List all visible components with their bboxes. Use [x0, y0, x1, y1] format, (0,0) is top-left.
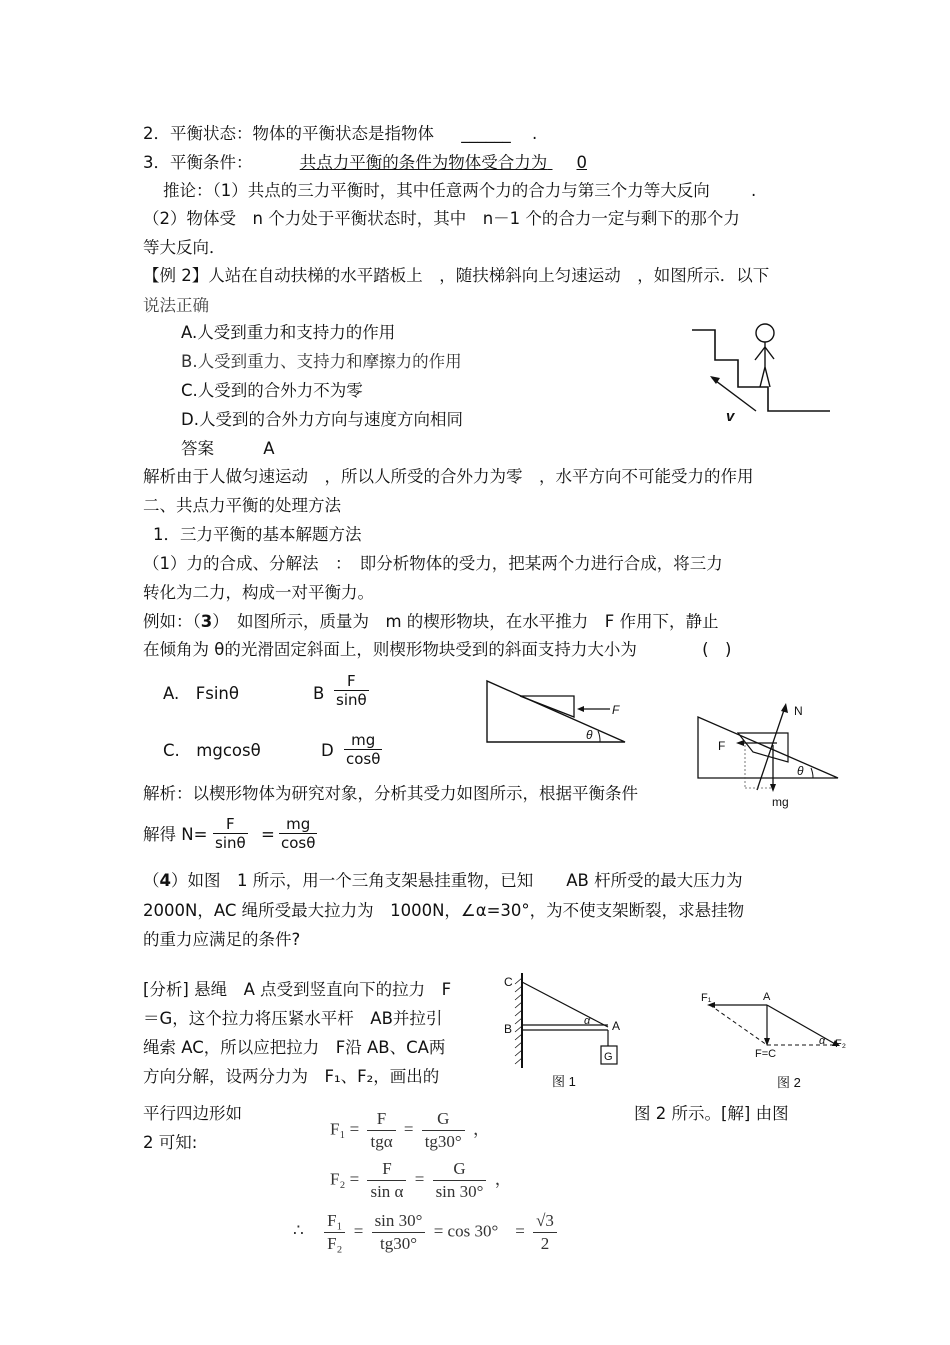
parallelogram-figure-2 — [697, 985, 852, 1095]
formula-F1 — [330, 1108, 490, 1153]
line-example-2b: 说法正确 — [143, 296, 209, 315]
theta-label: θ — [586, 728, 593, 742]
corollary-1-text: 推论：（1）共点的三力平衡时，其中任意两个力的合力与第三个力等大反向 — [163, 181, 710, 200]
push-force-label: F — [718, 739, 726, 753]
f3-eq1: = — [353, 1221, 364, 1241]
formula-F2 — [330, 1158, 512, 1203]
f2-eq: = — [414, 1169, 425, 1189]
f2-d2: sin 30° — [433, 1180, 487, 1203]
person-head — [756, 324, 774, 342]
label-B: B — [504, 1022, 513, 1036]
answer-blank: ( ) — [702, 640, 732, 659]
solve-f2-den: cosθ — [281, 834, 316, 852]
f3-d0: F₂ — [324, 1232, 345, 1255]
rope-AC — [522, 982, 608, 1027]
choice-b-label: B — [313, 684, 325, 703]
solve-fraction-1 — [213, 815, 248, 852]
option-d: D.人受到的合外力方向与速度方向相同 — [181, 410, 463, 429]
fig1-caption: 图 1 — [552, 1074, 576, 1089]
f1-eq: = — [403, 1119, 414, 1139]
line-analysis-4f: 图 2 所示。[解] 由图 — [634, 1104, 789, 1123]
line-analysis-4a: [分析] 悬绳 A 点受到竖直向下的拉力 F — [143, 980, 452, 999]
f1-frac-2 — [422, 1108, 465, 1153]
line-analysis-4b: ＝G，这个拉力将压紧水平杆 AB并拉引 — [143, 1009, 443, 1028]
solve-equals: = — [261, 825, 275, 844]
velocity-label: v — [726, 408, 735, 425]
f3-d1: tg30° — [372, 1232, 426, 1255]
label-A2: A — [763, 991, 771, 1003]
f2-frac-1 — [367, 1158, 406, 1203]
f1-d1: tgα — [367, 1130, 395, 1153]
line-analysis-4e: 平行四边形如 — [143, 1104, 242, 1123]
problem-4-number: 4 — [159, 871, 171, 890]
choice-d-fraction — [344, 731, 382, 768]
escalator-figure — [690, 315, 835, 425]
f3-n2: √3 — [536, 1211, 554, 1230]
solve-fraction-2 — [279, 815, 317, 852]
condition-text — [268, 153, 587, 172]
choice-d-label: D — [321, 741, 334, 760]
f1-tail: ， — [472, 1119, 490, 1139]
label-FC: F=C — [755, 1048, 777, 1060]
theta-label-2: θ — [797, 764, 804, 778]
line-problem-4b: 2000N，AC 绳所受最大拉力为 1000N，∠α=30°，为不使支架断裂，求悬挂物 — [143, 901, 745, 920]
choice-b-fraction — [334, 672, 369, 709]
normal-force-label: N — [794, 704, 803, 718]
f2-n1: F — [382, 1159, 392, 1178]
wedge-figure-2 — [693, 700, 843, 810]
line-corollary-2b: 等大反向． — [143, 238, 226, 257]
choice-b-den: sinθ — [336, 691, 367, 709]
dash-1 — [710, 1005, 767, 1045]
f1-lhs: F₁ = — [330, 1119, 360, 1139]
vector-F2 — [767, 1005, 837, 1045]
label-alpha2: α — [819, 1035, 826, 1047]
period: . — [532, 124, 538, 143]
option-b: B.人受到重力、支持力和摩擦力的作用 — [181, 352, 462, 371]
bracket-figure-1 — [500, 968, 640, 1093]
label-F2: F₂ — [835, 1038, 846, 1050]
f2-tail: ， — [494, 1169, 512, 1189]
f3-frac-2 — [533, 1210, 557, 1255]
choice-a: A. Fsinθ — [163, 684, 239, 703]
problem-4-text: ）如图 1 所示，用一个三角支架悬挂重物，已知 AB 杆所受的最大压力为 — [170, 871, 743, 890]
f3-d2: 2 — [533, 1232, 557, 1255]
f3-frac-0 — [324, 1210, 345, 1255]
answer-label: 答案 — [181, 439, 214, 458]
label-F1: F₁ — [701, 992, 712, 1004]
line-analysis-4g: 2 可知: — [143, 1133, 198, 1152]
f2-lhs: F₂ = — [330, 1169, 360, 1189]
f3-n1: sin 30° — [374, 1211, 423, 1230]
f2-frac-2 — [433, 1158, 487, 1203]
balance-state-text: 2．平衡状态：物体的平衡状态是指物体 — [143, 124, 434, 143]
line-balance-condition — [143, 153, 587, 173]
wedge-block — [520, 696, 574, 717]
formula-ratio — [293, 1210, 561, 1255]
escalator-steps — [692, 330, 830, 411]
condition-body: 共点力平衡的条件为物体受合力为 — [299, 153, 548, 172]
label-A: A — [612, 1019, 621, 1033]
solve-label: 解得 N= — [143, 825, 208, 844]
solve-f2-num: mg — [286, 815, 311, 833]
solve-f1-num: F — [226, 815, 235, 833]
force-F-label: F — [612, 703, 620, 717]
problem-4-open: （ — [143, 871, 160, 890]
example-3-prefix: 例如：（ — [143, 612, 201, 631]
example-3-number: 3 — [200, 612, 213, 631]
answer-line — [181, 439, 275, 459]
line-analysis-1: 解析由于人做匀速运动 ，所以人所受的合外力为零 ，水平方向不可能受力的作用 — [143, 467, 754, 486]
line-analysis-4d: 方向分解，设两分力为 F₁、F₂，画出的 — [143, 1067, 440, 1086]
f3-eq2: = cos 30° = — [433, 1221, 525, 1241]
line-problem-4 — [143, 871, 743, 891]
line-analysis-2: 解析：以楔形物体为研究对象，分析其受力如图所示，根据平衡条件 — [143, 784, 638, 803]
f3-frac-1 — [372, 1210, 426, 1255]
f3-therefore: ∴ — [293, 1221, 304, 1241]
f3-n0: F₁ — [327, 1211, 343, 1230]
f2-d1: sin α — [367, 1180, 406, 1203]
option-a: A.人受到重力和支持力的作用 — [181, 323, 396, 342]
line-method-1b: 转化为二力，构成一对平衡力。 — [143, 583, 374, 602]
condition-label: 3．平衡条件： — [143, 153, 253, 172]
example-3b-text: 在倾角为 θ的光滑固定斜面上，则楔形物块受到的斜面支持力大小为 — [143, 640, 637, 659]
condition-zero: 0 — [576, 153, 587, 172]
f1-frac-1 — [367, 1108, 395, 1153]
choice-c: C. mgcosθ — [163, 741, 261, 760]
choice-b-num: F — [347, 672, 356, 690]
line-method-1: （1）力的合成、分解法 ： 即分析物体的受力，把某两个力进行合成，将三力 — [143, 554, 723, 573]
line-corollary-1 — [163, 181, 756, 201]
fig2-caption: 图 2 — [777, 1075, 801, 1090]
f1-d2: tg30° — [422, 1130, 465, 1153]
section-heading-2: 二、共点力平衡的处理方法 — [143, 496, 341, 515]
velocity-arrow — [712, 378, 756, 411]
blank-underscore: ______ — [461, 124, 511, 143]
line-example-2: 【例 2】人站在自动扶梯的水平踏板上 ，随扶梯斜向上匀速运动 ，如图所示．以下 — [143, 266, 770, 285]
incline-triangle — [487, 681, 625, 742]
gravity-label: mg — [772, 795, 789, 809]
line-analysis-4c: 绳索 AC，所以应把拉力 F沿 AB、CA两 — [143, 1038, 446, 1057]
line-corollary-2: （2）物体受 n 个力处于平衡状态时，其中 n－1 个的合力一定与剩下的那个力 — [143, 209, 740, 228]
line-example-3 — [143, 612, 719, 632]
f1-n1: F — [376, 1109, 387, 1128]
example-3-text: ） 如图所示，质量为 m 的楔形物块，在水平推力 F 作用下，静止 — [212, 612, 719, 631]
label-alpha: α — [584, 1015, 591, 1027]
f2-n2: G — [453, 1159, 466, 1178]
choice-d-den: cosθ — [346, 750, 381, 768]
line-example-3b — [143, 640, 731, 660]
solve-f1-den: sinθ — [215, 834, 246, 852]
choice-d-num: mg — [351, 731, 376, 749]
answer-value: A — [263, 439, 275, 458]
f1-n2: G — [437, 1109, 450, 1128]
option-c: C.人受到的合外力不为零 — [181, 381, 363, 400]
wedge-figure-1 — [482, 676, 632, 748]
label-G: G — [604, 1051, 613, 1063]
line-problem-4c: 的重力应满足的条件? — [143, 930, 301, 949]
corollary-1-period: . — [751, 181, 757, 200]
label-C: C — [504, 975, 513, 989]
subsection-1: 1．三力平衡的基本解题方法 — [153, 525, 362, 544]
line-balance-state — [143, 124, 537, 144]
